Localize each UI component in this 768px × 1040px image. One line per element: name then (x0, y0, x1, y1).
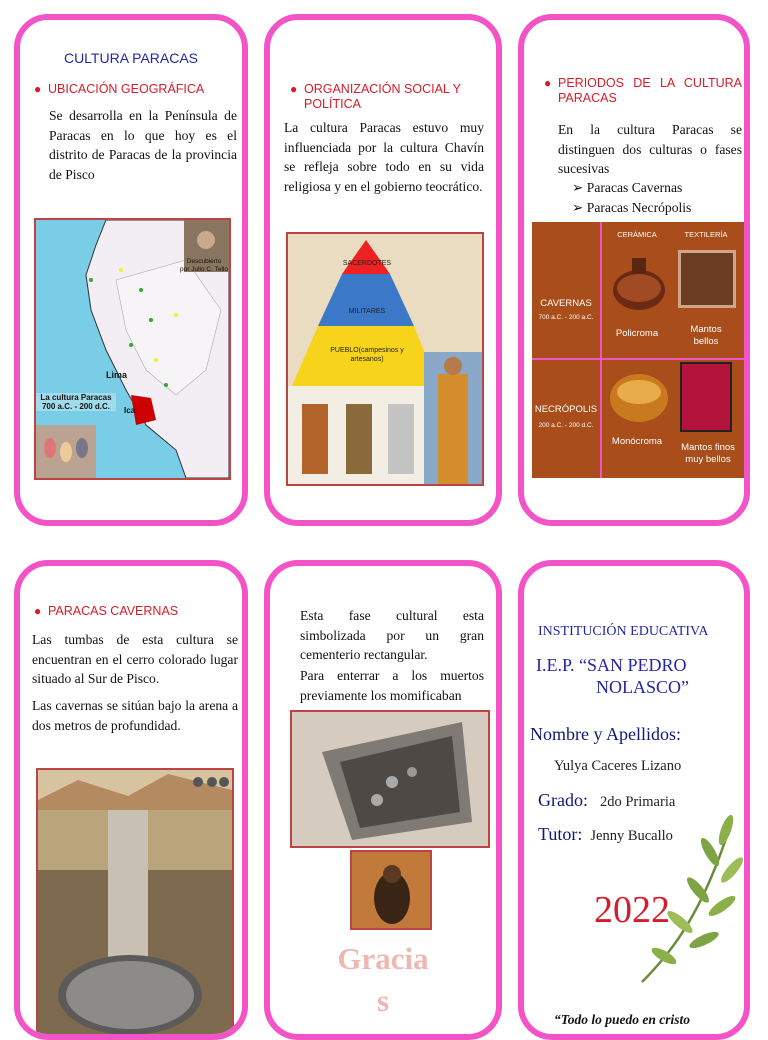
mummy-image (350, 850, 432, 930)
ceramic-monocroma-label: Monócroma (611, 436, 663, 447)
table-header-ceramica: CERÁMICA (617, 230, 657, 239)
bullet-icon: ● (544, 76, 552, 90)
panel-ubicacion (14, 14, 248, 526)
textile-figure-icon (680, 362, 732, 432)
section-text: Las tumbas de esta cultura se encuentran en el cerro colorado lugar situado al Sur de Pisco. (32, 632, 238, 686)
tutor-value: Jenny Bucallo (590, 828, 673, 844)
section-text: En la cultura Paracas se distinguen dos culturas o fases sucesivas (558, 122, 742, 176)
section-heading: ● PARACAS CAVERNAS (34, 604, 179, 618)
section-text: La cultura Paracas estuvo muy influenciada por la cultura Chavín se refleja sobre todo en su vida religiosa y en el gobierno teocrático. (284, 120, 484, 194)
pyramid-label-top: SACERDOTES (342, 260, 392, 267)
table-grid (600, 222, 602, 478)
tutor-label: Tutor: (538, 824, 583, 844)
grade-row (538, 790, 675, 811)
ceramic-policroma-label: Policroma (615, 328, 659, 339)
textile-necropolis-label: Mantos finos muy bellos (681, 442, 735, 465)
map-label-lima: Lima (106, 370, 128, 380)
section-text: Las cavernas se sitúan bajo la arena a dos metros de profundidad. (32, 698, 238, 733)
ceramic-vessel-icon (610, 252, 668, 316)
section-text: Para enterrar a los muertos previamente los momificaban (300, 668, 484, 703)
bullet-icon: ● (34, 604, 42, 618)
section-text: Se desarrolla en la Península de Paracas en lo que hoy es el distrito de Paracas de la provincia de Pisco (49, 108, 237, 182)
row-cavernas-date: 700 a.C. - 200 a.C. (538, 314, 594, 321)
panel-periodos (518, 14, 750, 526)
school-name: I.E.P. “SAN PEDRO NOLASCO” (536, 655, 689, 697)
olive-branch-icon (634, 810, 746, 986)
panel-title: CULTURA PARACAS (63, 50, 199, 66)
school-label: INSTITUCIÓN EDUCATIVA (538, 624, 709, 639)
list-item: ➢ Paracas Cavernas (572, 180, 683, 195)
row-necropolis-name: NECRÓPOLIS (534, 404, 598, 415)
cemetery-image (290, 710, 490, 848)
caverna-tomb-image (36, 768, 234, 1038)
panel-organizacion (264, 14, 502, 526)
textile-pattern-icon (678, 250, 736, 308)
quote-text: “Todo lo puedo en cristo (554, 1012, 691, 1027)
grade-value: 2do Primaria (599, 794, 676, 810)
peru-map-image (34, 218, 231, 480)
phase-list (572, 178, 691, 217)
list-item: ➢ Paracas Necrópolis (572, 199, 692, 215)
map-caption: Descubierto por Julio C. Tello (180, 258, 228, 273)
panel-cavernas (14, 560, 248, 1040)
bullet-icon: ● (34, 82, 42, 96)
pyramid-label-bottom: PUEBLO(campesinos y artesanos) (330, 347, 404, 363)
row-cavernas-name: CAVERNAS (540, 298, 592, 309)
pyramid-label-mid: MILITARES (348, 308, 386, 315)
arrow-icon: ➢ (572, 199, 587, 215)
arrow-icon: ➢ (572, 180, 587, 195)
periods-table-image (532, 222, 744, 478)
name-value: Yulya Caceres Lizano (554, 758, 682, 774)
ceramic-vessel-icon (608, 366, 670, 428)
panel-cover (518, 560, 750, 1040)
section-heading: ● ORGANIZACIÓN SOCIAL Y POLÍTICA (290, 82, 461, 111)
section-heading: ● UBICACIÓN GEOGRÁFICA (34, 82, 205, 96)
social-pyramid-image (286, 232, 484, 486)
row-necropolis-date: 200 a.C. - 200 d.C. (538, 422, 594, 429)
textile-cavernas-label: Mantos bellos (690, 324, 722, 347)
table-header-textileria: TEXTILERÍA (684, 230, 728, 239)
grade-label: Grado: (538, 790, 588, 810)
bullet-icon: ● (290, 82, 298, 96)
map-label-ica: Ica (124, 406, 136, 415)
year: 2022 (594, 889, 670, 931)
map-label-paracas: La cultura Paracas 700 a.C. - 200 d.C. (36, 393, 116, 411)
section-text: Esta fase cultural esta simbolizada por un gran cementerio rectangular. (300, 608, 484, 662)
section-heading: ● PERIODOS DE LA CULTURA PARACAS (544, 76, 742, 105)
panel-necropolis (264, 560, 502, 1040)
thanks-text: Gracia s (337, 941, 429, 1018)
name-label: Nombre y Apellidos: (530, 724, 681, 744)
table-grid (532, 358, 744, 360)
